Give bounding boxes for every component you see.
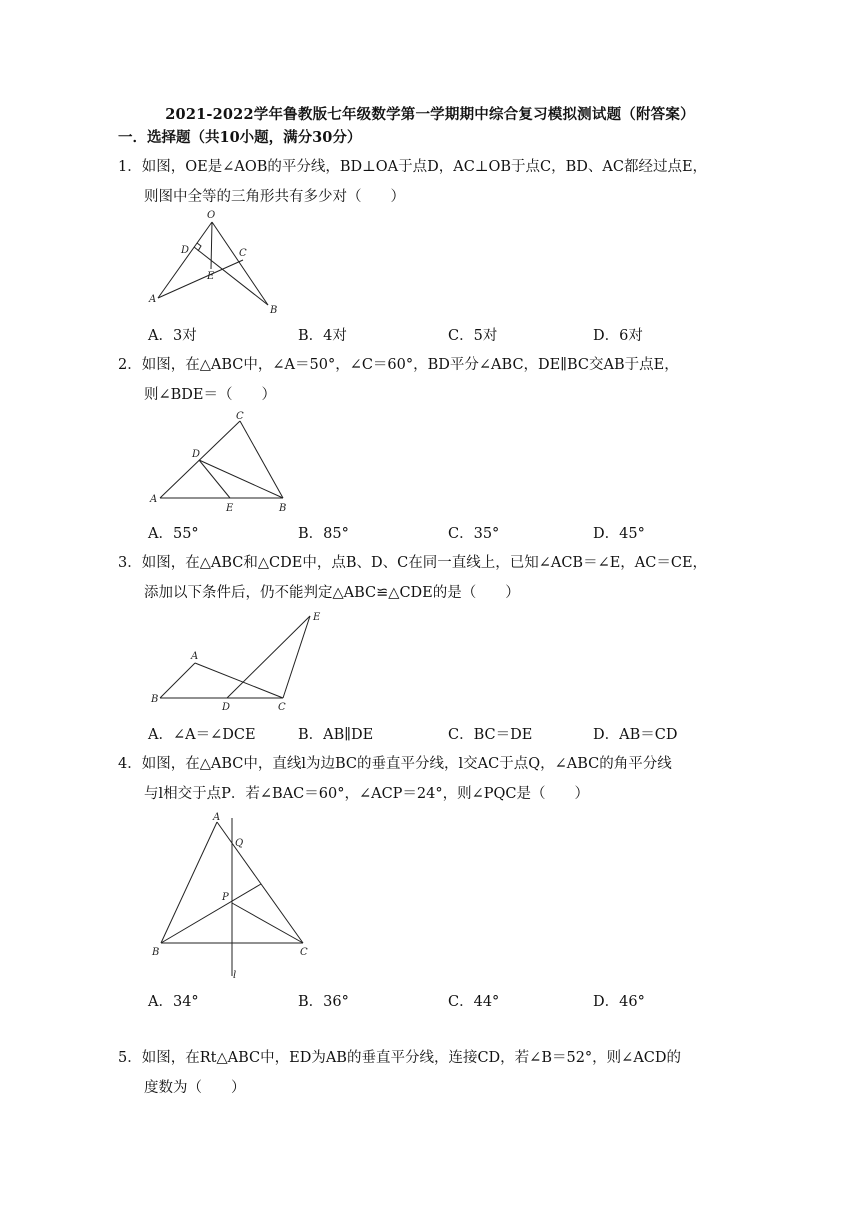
- question-5-line-1: 5．如图，在Rt△ABC中，ED为AB的垂直平分线，连接CD，若∠B＝52°，则∠ACD的: [118, 1050, 682, 1066]
- question-5-line-2: 度数为（ ）: [144, 1080, 246, 1096]
- option-d[interactable]: D．46°: [593, 994, 645, 1010]
- figure-1-label-c: C: [239, 248, 247, 259]
- option-d[interactable]: D．AB＝CD: [593, 727, 678, 743]
- figure-4-label-a: A: [213, 812, 221, 823]
- figure-4-label-q: Q: [235, 838, 244, 849]
- section-heading: 一．选择题（共10小题，满分30分）: [118, 129, 362, 146]
- question-4-line-2: 与l相交于点P．若∠BAC＝60°，∠ACP＝24°，则∠PQC是（ ）: [144, 786, 590, 802]
- question-1-line-2: 则图中全等的三角形共有多少对（ ）: [144, 189, 405, 205]
- figure-3-label-a: A: [191, 651, 199, 662]
- option-a[interactable]: A．34°: [148, 994, 199, 1010]
- figure-4-label-l: l: [233, 970, 237, 981]
- option-a[interactable]: A．3对: [148, 328, 197, 344]
- question-2-figure: [145, 408, 305, 522]
- option-a[interactable]: A．55°: [148, 526, 199, 542]
- option-c[interactable]: C．BC＝DE: [448, 727, 533, 743]
- question-4-line-1: 4．如图，在△ABC中，直线l为边BC的垂直平分线，l交AC于点Q，∠ABC的角平分线: [118, 756, 672, 772]
- option-b[interactable]: B．85°: [298, 526, 349, 542]
- page-title: 2021-2022学年鲁教版七年级数学第一学期期中综合复习模拟测试题（附答案）: [165, 106, 695, 123]
- figure-2-label-d: D: [192, 449, 201, 460]
- option-b[interactable]: B．36°: [298, 994, 349, 1010]
- figure-4-label-p: P: [222, 892, 229, 903]
- question-2-line-2: 则∠BDE＝（ ）: [144, 387, 277, 403]
- figure-1-label-b: B: [270, 305, 278, 315]
- question-3-figure: [145, 606, 335, 720]
- figure-3-label-e: E: [313, 612, 321, 623]
- figure-2-label-e: E: [226, 503, 234, 514]
- option-c[interactable]: C．35°: [448, 526, 500, 542]
- question-1-line-1: 1．如图，OE是∠AOB的平分线，BD⊥OA于点D，AC⊥OB于点C，BD、AC都经过点E，: [118, 159, 708, 175]
- figure-4-label-c: C: [300, 947, 308, 958]
- question-3-line-1: 3．如图，在△ABC和△CDE中，点B、D、C在同一直线上，已知∠ACB＝∠E，AC＝CE，: [118, 555, 708, 571]
- option-d[interactable]: D．45°: [593, 526, 645, 542]
- option-d[interactable]: D．6对: [593, 328, 643, 344]
- figure-1-label-o: O: [207, 210, 216, 221]
- figure-2-label-a: A: [150, 494, 158, 505]
- figure-1-label-a: A: [149, 294, 157, 305]
- figure-3-label-b: B: [151, 694, 159, 705]
- question-1-figure: [140, 205, 290, 319]
- option-b[interactable]: B．AB∥DE: [298, 727, 374, 743]
- question-3-line-2: 添加以下条件后，仍不能判定△ABC≌△CDE的是（ ）: [144, 585, 520, 601]
- option-c[interactable]: C．5对: [448, 328, 498, 344]
- figure-4-label-b: B: [152, 947, 160, 958]
- option-c[interactable]: C．44°: [448, 994, 500, 1010]
- question-4-figure: [145, 808, 325, 987]
- figure-1-label-e: E: [207, 271, 215, 282]
- figure-2-label-b: B: [279, 503, 287, 514]
- figure-2-label-c: C: [236, 411, 244, 422]
- figure-3-label-c: C: [278, 702, 286, 713]
- figure-1-label-d: D: [181, 245, 190, 256]
- question-2-line-1: 2．如图，在△ABC中，∠A＝50°，∠C＝60°，BD平分∠ABC，DE∥BC交AB于点E，: [118, 357, 679, 373]
- figure-3-label-d: D: [222, 702, 231, 713]
- option-a[interactable]: A．∠A＝∠DCE: [148, 727, 256, 743]
- option-b[interactable]: B．4对: [298, 328, 347, 344]
